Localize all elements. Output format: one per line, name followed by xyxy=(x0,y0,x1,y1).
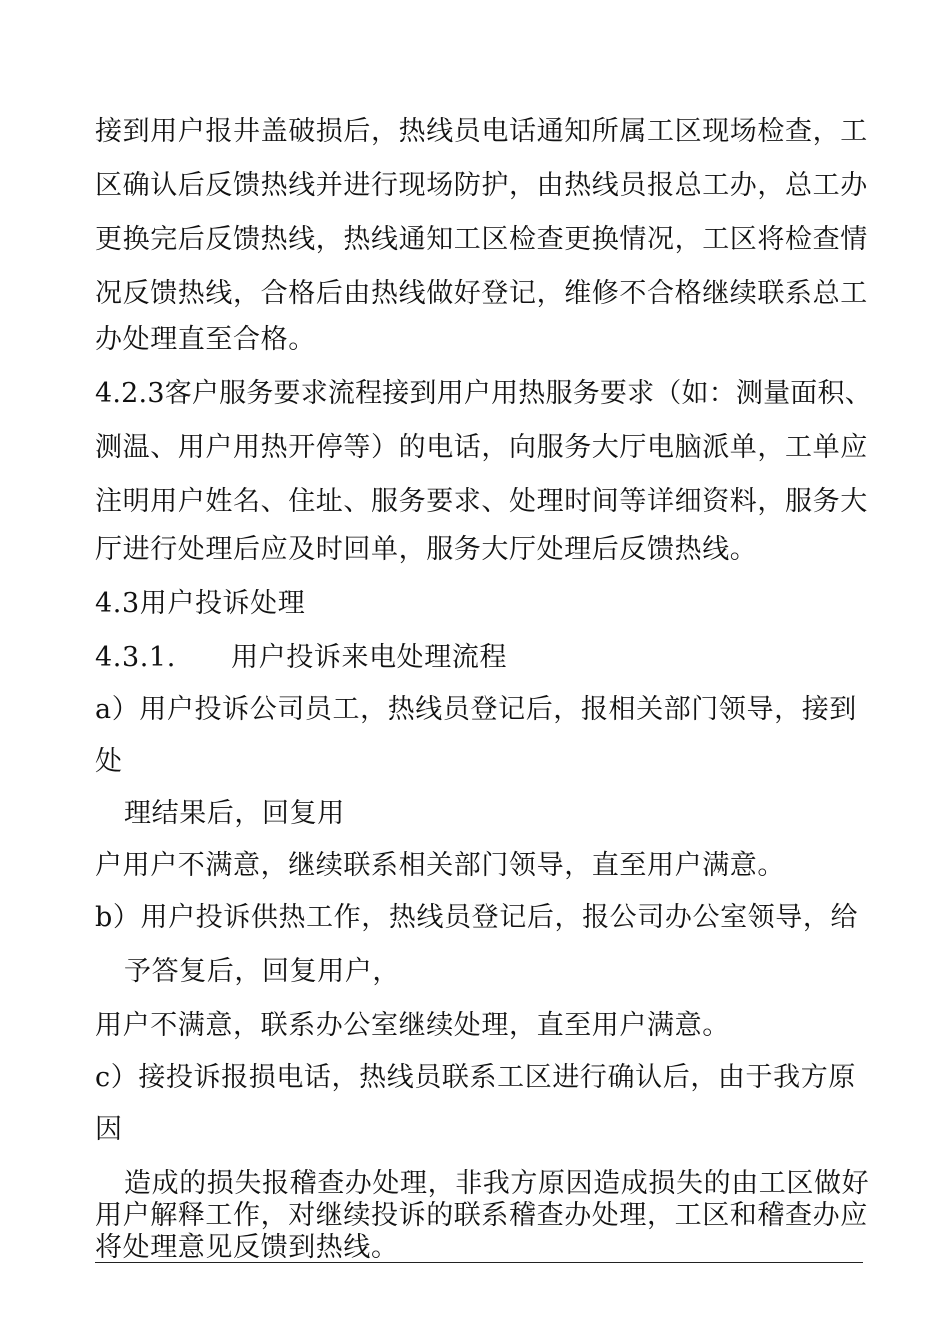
list-item-c-continued: 造成的损失报稽查办处理，非我方原因造成损失的由工区做好 xyxy=(124,1168,870,1199)
paragraph-line: 更换完后反馈热线，热线通知工区检查更换情况，工区将检查情 xyxy=(95,224,868,255)
footer-rule xyxy=(95,1262,863,1263)
paragraph-line: 况反馈热线，合格后由热线做好登记，维修不合格继续联系总工 xyxy=(95,278,868,309)
section-heading-4-2-3: 4.2.3客户服务要求流程接到用户用热服务要求（如：测量面积、 xyxy=(95,378,872,409)
list-item-a-continued: 理结果后，回复用 xyxy=(124,798,345,829)
list-item-a: a）用户投诉公司员工，热线员登记后，报相关部门领导，接到 xyxy=(95,694,857,725)
section-heading-4-3-1: 4.3.1. 用户投诉来电处理流程 xyxy=(95,642,508,673)
list-item-c-continued: 将处理意见反馈到热线。 xyxy=(95,1232,399,1263)
list-item-c-continued: 用户解释工作，对继续投诉的联系稽查办处理，工区和稽查办应 xyxy=(95,1200,868,1231)
list-item-b-continued: 予答复后，回复用户， xyxy=(124,956,400,987)
list-item-a-continued: 处 xyxy=(95,746,123,777)
list-item-c-continued: 因 xyxy=(95,1114,123,1145)
list-item-a-continued: 户用户不满意，继续联系相关部门领导，直至用户满意。 xyxy=(95,850,785,881)
paragraph-line: 接到用户报井盖破损后，热线员电话通知所属工区现场检查，工 xyxy=(95,116,868,147)
list-item-c: c）接投诉报损电话，热线员联系工区进行确认后，由于我方原 xyxy=(95,1062,856,1093)
paragraph-line: 测温、用户用热开停等）的电话，向服务大厅电脑派单，工单应 xyxy=(95,432,868,463)
paragraph-line: 区确认后反馈热线并进行现场防护，由热线员报总工办，总工办 xyxy=(95,170,868,201)
paragraph-line: 注明用户姓名、住址、服务要求、处理时间等详细资料，服务大 xyxy=(95,486,868,517)
list-item-b: b）用户投诉供热工作，热线员登记后，报公司办公室领导，给 xyxy=(95,902,859,933)
paragraph-line: 厅进行处理后应及时回单，服务大厅处理后反馈热线。 xyxy=(95,534,758,565)
list-item-b-continued: 用户不满意，联系办公室继续处理，直至用户满意。 xyxy=(95,1010,730,1041)
paragraph-line: 办处理直至合格。 xyxy=(95,324,316,355)
section-heading-4-3: 4.3用户投诉处理 xyxy=(95,588,306,619)
